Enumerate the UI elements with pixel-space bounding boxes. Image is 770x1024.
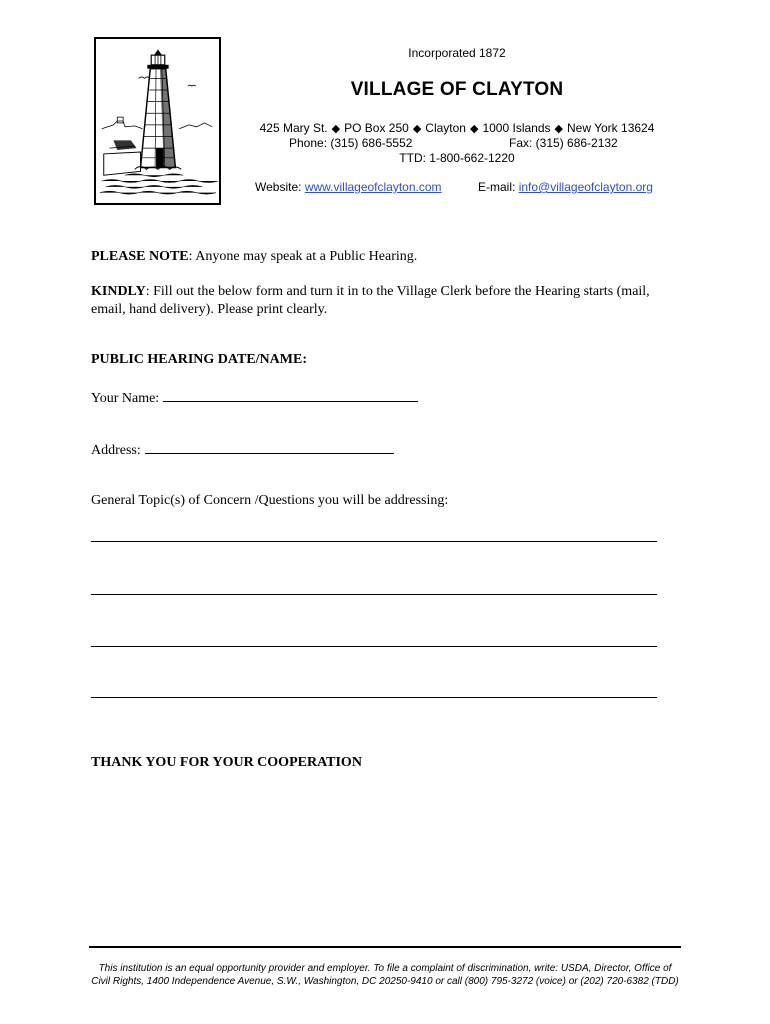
please-note-label: PLEASE NOTE — [91, 249, 189, 264]
address-field-row — [91, 441, 394, 459]
thank-you-note: THANK YOU FOR YOUR COOPERATION — [91, 755, 362, 770]
topics-answer-line[interactable] — [91, 646, 657, 647]
name-field-row — [91, 389, 418, 407]
phone-number: Phone: (315) 686-5552 — [289, 136, 413, 150]
website-label: Website: — [255, 180, 302, 194]
topics-label: General Topic(s) of Concern /Questions you will be addressing: — [91, 493, 449, 508]
website-link[interactable]: www.villageofclayton.com — [304, 180, 442, 194]
region: 1000 Islands — [482, 121, 551, 135]
lighthouse-logo — [94, 37, 221, 205]
kindly-text: : Fill out the below form and turn it in to the Village Clerk before the Hearing starts (mail, email, hand delivery). Please print clearly. — [91, 284, 650, 317]
topics-answer-line[interactable] — [91, 541, 657, 542]
address-blank-line[interactable] — [145, 441, 394, 454]
footer-line-2: Civil Rights, 1400 Independence Avenue, S.W., Washington, DC 20250-9410 or call (800) 795-3272 (voice) or (202) 720-6382 (TDD) — [91, 976, 679, 987]
please-note-text: : Anyone may speak at a Public Hearing. — [188, 249, 418, 264]
please-note-paragraph — [91, 248, 671, 266]
name-label: Your Name: — [91, 391, 160, 406]
name-blank-line[interactable] — [163, 389, 418, 402]
incorporated-year: Incorporated 1872 — [408, 46, 506, 60]
po-box: PO Box 250 — [344, 121, 409, 135]
street-address: 425 Mary St. — [259, 121, 328, 135]
state-zip: New York 13624 — [566, 121, 655, 135]
lighthouse-illustration — [96, 39, 219, 203]
village-title: VILLAGE OF CLAYTON — [350, 79, 564, 100]
address-line — [245, 121, 669, 135]
diamond-separator-icon: ◆ — [331, 123, 341, 135]
email-link[interactable]: info@villageofclayton.org — [518, 180, 653, 194]
city: Clayton — [425, 121, 466, 135]
ttd-number: TTD: 1-800-662-1220 — [399, 151, 515, 165]
diamond-separator-icon: ◆ — [469, 123, 479, 135]
phone-fax-line — [289, 136, 669, 150]
footer-line-1: This institution is an equal opportunity provider and employer. To file a complaint of discrimination, write: USDA, Director, Office of — [98, 963, 672, 974]
kindly-label: KINDLY — [91, 284, 146, 299]
footer-divider — [89, 946, 681, 948]
email-label: E-mail: — [478, 180, 516, 194]
diamond-separator-icon: ◆ — [412, 123, 422, 135]
address-label: Address: — [91, 443, 141, 458]
diamond-separator-icon: ◆ — [554, 123, 563, 135]
footer-disclaimer — [70, 962, 700, 988]
hearing-date-heading: PUBLIC HEARING DATE/NAME: — [91, 352, 307, 367]
fax-number: Fax: (315) 686-2132 — [509, 136, 618, 150]
topics-answer-line[interactable] — [91, 697, 657, 698]
contact-links — [255, 180, 675, 194]
topics-answer-line[interactable] — [91, 594, 657, 595]
email-group — [478, 180, 653, 194]
kindly-paragraph — [91, 283, 671, 319]
